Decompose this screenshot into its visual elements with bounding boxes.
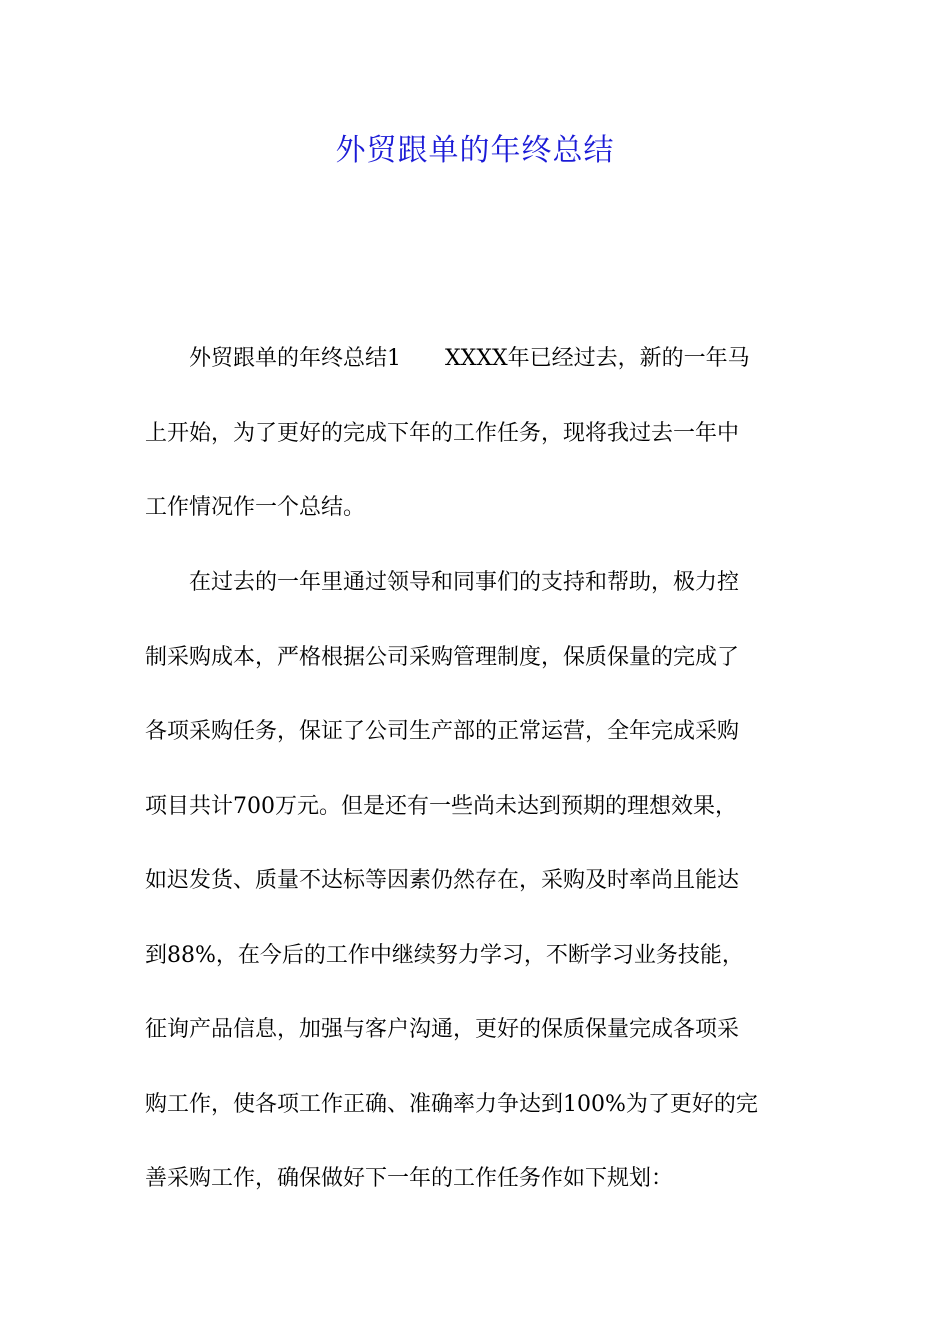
paragraph-line: 上开始，为了更好的完成下年的工作任务，现将我过去一年中 [145,421,740,446]
paragraph-line: 项目共计700万元。但是还有一些尚未达到预期的理想效果， [145,794,737,819]
paragraph-line: 在过去的一年里通过领导和同事们的支持和帮助，极力控 [145,570,740,595]
paragraph-line: 到88%，在今后的工作中继续努力学习，不断学习业务技能， [145,943,744,968]
paragraph-line: 制采购成本，严格根据公司采购管理制度，保质保量的完成了 [145,645,740,670]
paragraph-line: 各项采购任务，保证了公司生产部的正常运营，全年完成采购 [145,719,740,744]
paragraph-line: 善采购工作，确保做好下一年的工作任务作如下规划： [145,1166,674,1191]
paragraph-line: 工作情况作一个总结。 [145,495,366,520]
paragraph-line: 征询产品信息，加强与客户沟通，更好的保质保量完成各项采 [145,1017,740,1042]
paragraph-line: 如迟发货、质量不达标等因素仍然存在，采购及时率尚且能达 [145,868,740,893]
paragraph-line: 外贸跟单的年终总结1 XXXX年已经过去，新的一年马 [145,346,750,371]
paragraph-line: 购工作，使各项工作正确、准确率力争达到100%为了更好的完 [145,1092,758,1117]
document-title: 外贸跟单的年终总结 [335,133,615,168]
